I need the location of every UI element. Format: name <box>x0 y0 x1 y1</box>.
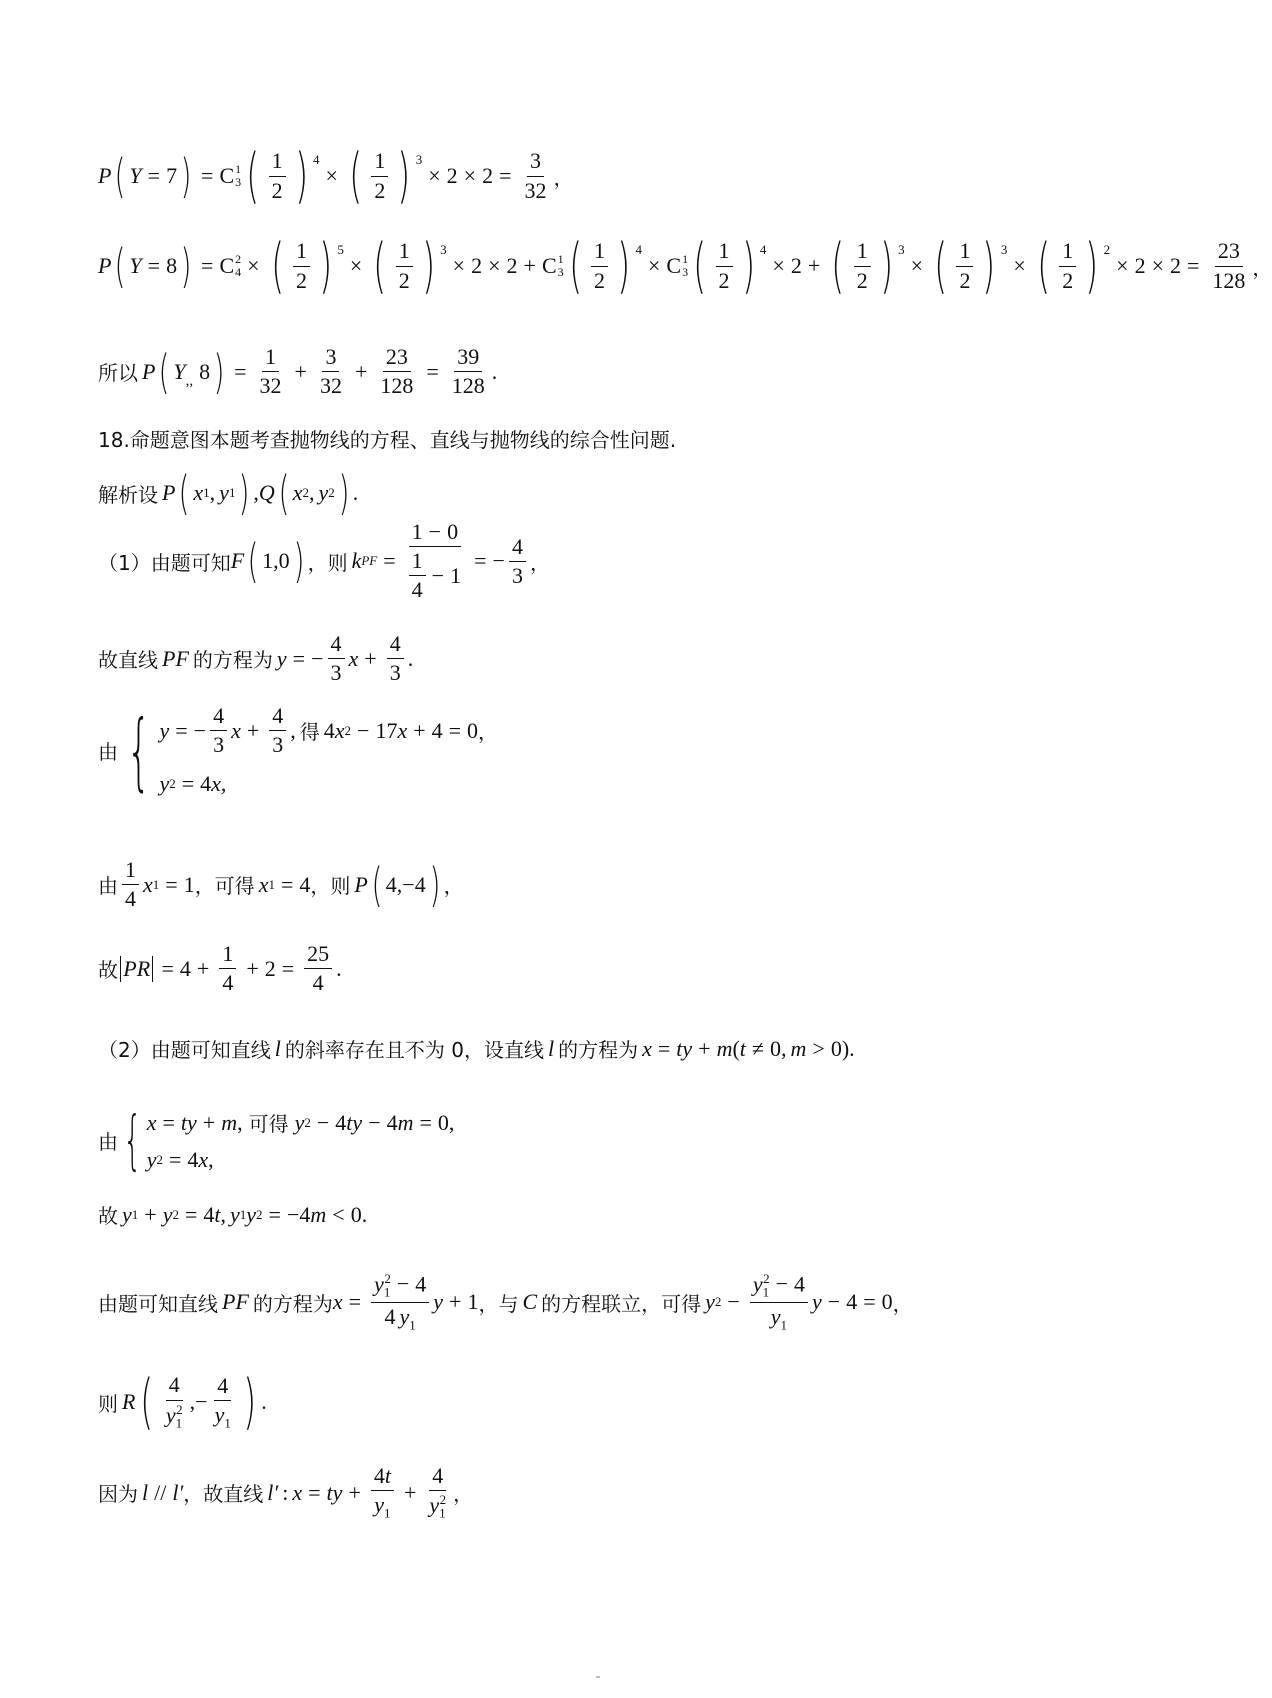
eq-p-y8: P ( Y = 8 ) = C 2 4 × ( $\frac{1}{2}$ ) 5 × ( $\frac{1}{2}$ ) 3 × 2 × 2 + C 1 3 ( $\frac{1}{2}$ ) 4 × C 1 3 ( $\frac{1}{2}$ ) 4 × 2 + ( $\frac{1}{2}$ ) 3 × ( $\frac{1}{2}$ ) 3 × ( $\frac{1}{2}$ ) 2 × 2 × 2 = $\frac{23}{128}$ ， <box>98 231 1272 301</box>
footer-mark <box>596 1676 600 1678</box>
vieta: 故 y 1 + y 2 = 4 t , y 1 y 2 = − 4 m < 0 . <box>98 1201 368 1228</box>
point-r: 则 R ( $\frac{4}{y_1^2}$ ,− $\frac{4}{y_1}$ ) . <box>98 1367 267 1437</box>
line-pf-general: 由题可知直线 PF 的方程为 x = $\frac{y_1^2 - 4}{4 y_1}$ y + 1 ，与 C 的方程联立，可得 y 2 − $\frac{y_1^2 - 4}{y_1}$ y − 4 = 0 ， <box>98 1271 913 1333</box>
problem-18-intent: 18.命题意图本题考查抛物线的方程、直线与抛物线的综合性问题. <box>98 428 677 452</box>
eq-p-y7: P ( Y = 7 ) = C 1 3 ( $\frac{1}{2}$ ) 4 × ( $\frac{1}{2}$ ) 3 × 2 × 2 = $\frac{3}{32}$ ， <box>98 141 574 211</box>
line-l-prime: 因为 l // l′ ，故直线 l′ : x = ty + $\frac{4t}{y_1}$ + $\frac{4}{y_1^2}$ ， <box>98 1463 474 1521</box>
combination-c31: C 1 3 <box>219 161 242 189</box>
solve-x1: 由 $\frac{1}{4}$ x 1 = 1 ，可得 x 1 = 4 ，则 P ( 4 ,− 4 ) ， <box>98 857 464 912</box>
system-2: 由 { x = ty + m , 可得 y 2 − 4 ty − 4 m = 0 , y 2 = 4 x , <box>98 1103 455 1178</box>
line-pf-equation: 故直线 PF 的方程为 y = − $\frac{4}{3}$ x + $\frac{4}{3}$ . <box>98 631 414 686</box>
part-2-line-l: （2）由题可知直线 l 的斜率存在且不为 0，设直线 l 的方程为 x = ty + m ( t ≠ 0 , m > 0 ) . <box>98 1035 855 1062</box>
let-points: 解析设 P ( x 1 , y 1 ) , Q ( x 2 , y 2 ) . <box>98 466 359 520</box>
system-1: 由 { y = − $\frac{4}{3}$ x + $\frac{4}{3}$ , 得 4 x 2 − 17 x + 4 = 0 ， y 2 = 4 x , <box>98 701 499 800</box>
length-pr: 故 PR = 4 + $\frac{1}{4}$ + 2 = $\frac{25}{4}$ . <box>98 941 342 996</box>
slope-pf: （1）由题可知 F ( 1 , 0 ) ，则 k PF = 1 − 0 $\frac{1}{4}$ − 1 = − $\frac{4}{3}$ ， <box>98 519 550 603</box>
eq-p-y-le-8: 所以 P ( Y ,, 8 ) = $\frac{1}{32}$ + $\frac{3}{32}$ + $\frac{23}{128}$ = $\frac{39}{128}$ . <box>98 344 498 399</box>
